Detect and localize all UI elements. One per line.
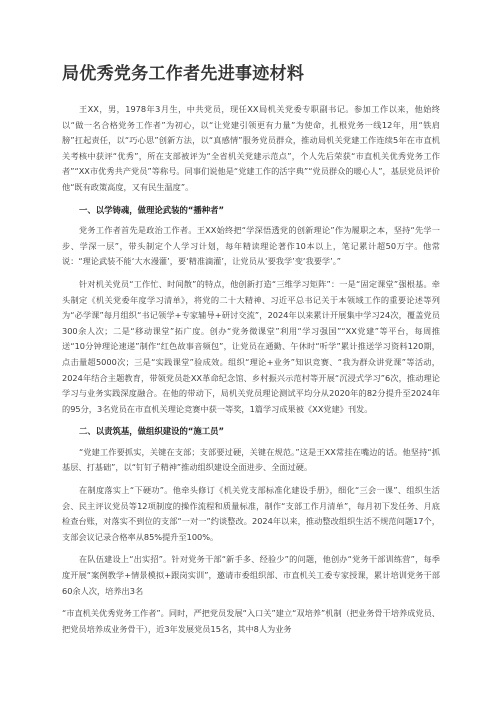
section-1-heading: 一、以学铸魂，做理论武装的“播种者” bbox=[79, 204, 225, 215]
section-2-paragraph-3: 在队伍建设上“出实招”。针对党务干部“新手多、经验少”的问题，他创办“党务干部训练营”，每季度开展“案例教学+情景模拟+跟岗实训”，邀请市委组织部、市直机关工委专家授课，累计培训党务干部60余人次，培养出3名 bbox=[62, 554, 440, 596]
section-2-paragraph-2: 在制度落实上“下硬功”。他牵头修订《机关党支部标准化建设手册》，细化“三会一课”、组织生活会、民主评议党员等12项制度的操作流程和质量标准，制作“支部工作月清单”，每月初下发任务、月底检查台账，对落实不到位的支部“一对一”约谈整改。2024年以来，推动整改组织生活不规范问题17个，支部会议记录合格率从85%提升至100%。 bbox=[62, 485, 440, 542]
section-1-paragraph-1: 党务工作者首先是政治工作者。王XX始终把“学深悟透党的创新理论”作为履职之本，坚持“先学一步、学深一层”，带头制定个人学习计划，每年精读理论著作10本以上，笔记累计超50万字。他常说：“理论武装不能‘大水漫灌’，要‘精准滴灌’，让党员从‘要我学’变‘我要学’。” bbox=[62, 225, 440, 267]
section-1-paragraph-2: 针对机关党员“工作忙、时间散”的特点，他创新打造“三维学习矩阵”：一是“固定课堂”强根基。牵头制定《机关党委年度学习清单》，将党的二十大精神、习近平总书记关于本领域工作的重要论述等列为“必学课”每月组织“书记领学+专家辅导+研讨交流”，2024年以来累计开展集中学习24次，覆盖党员300余人次；二是“移动课堂”拓广度。创办“党务微课堂”利用“学习强国”“XX党建”等平台，每周推送“10分钟理论速递”制作“红色故事音频包”，让党员在通勤、午休时“听学”累计推送学习资料120期，点击量超5000次；三是“实践课堂”验成效。组织“理论+业务”知识竞赛、“我为群众讲党课”等活动，2024年结合主题教育，带领党员赴XX革命纪念馆、乡村振兴示范村等开展“沉浸式学习”6次，推动理论学习与业务实践深度融合。在他的带动下，局机关党员理论测试平均分从2020年的82分提升至2024年的95分，3名党员在市直机关理论竞赛中获一等奖，1篇学习成果被《XX党建》刊发。 bbox=[62, 278, 440, 414]
page-title: 局优秀党务工作者先进事迹材料 bbox=[62, 64, 305, 84]
section-2-paragraph-1: “党建工作要抓实，关键在支部；支部要过硬，关键在规范。”这是王XX常挂在嘴边的话。他坚持“抓基层、打基础”，以“钉钉子精神”推动组织建设全面进步、全面过硬。 bbox=[62, 446, 440, 473]
section-2-heading: 二、以责筑基，做组织建设的“施工员” bbox=[79, 426, 225, 437]
section-2-paragraph-4: “市直机关优秀党务工作者”。同时，严把党员发展“入口关”建立“双培养”机制（把业务骨干培养成党员、把党员培养成业务骨干），近3年发展党员15名，其中8人为业务 bbox=[62, 608, 440, 634]
intro-paragraph: 王XX，男，1978年3月生，中共党员，现任XX局机关党委专职副书记。参加工作以来，他始终以“做一名合格党务工作者”为初心，以“让党建引领更有力量”为使命，扎根党务一线12年，用“铁肩膀”扛起责任，以“巧心思”创新方法，以“真感情”服务党员群众，推动局机关党建工作连续5年在市直机关考核中获评“优秀”，所在支部被评为“全省机关党建示范点”，个人先后荣获“市直机关优秀党务工作者”“XX市优秀共产党员”等称号。同事们说他是“党建工作的活字典”“党员群众的暖心人”，基层党员评价他“既有政策高度，又有民生温度”。 bbox=[62, 104, 440, 192]
